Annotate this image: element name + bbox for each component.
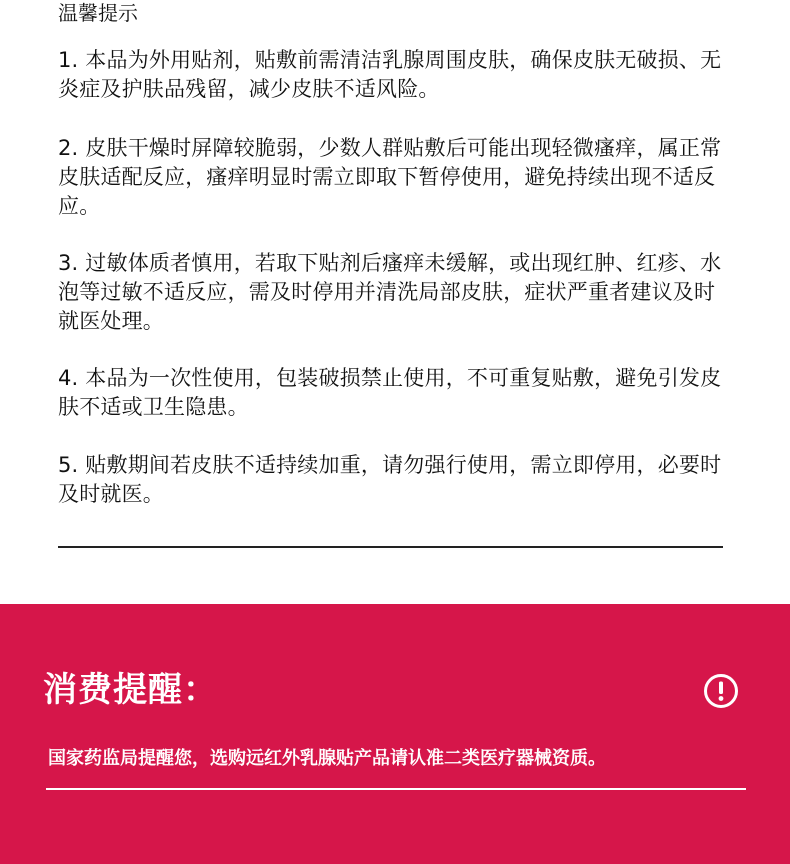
tip-item-1: 1. 本品为外用贴剂，贴敷前需清洁乳腺周围皮肤，确保皮肤无破损、无炎症及护肤品残留，减少皮肤不适风险。 bbox=[58, 48, 722, 101]
notice-title: 消费提醒： bbox=[43, 670, 218, 710]
exclamation-circle-icon bbox=[703, 673, 739, 709]
notice-divider bbox=[46, 788, 746, 790]
tip-item-4: 4. 本品为一次性使用，包装破损禁止使用，不可重复贴敷，避免引发皮肤不适或卫生隐患。 bbox=[58, 366, 722, 419]
tip-item-2: 2. 皮肤干燥时屏障较脆弱，少数人群贴敷后可能出现轻微瘙痒，属正常皮肤适配反应，瘙痒明显时需立即取下暂停使用，避免持续出现不适反应。 bbox=[58, 136, 722, 218]
section-divider bbox=[58, 546, 723, 548]
notice-text: 国家药监局提醒您，选购远红外乳腺贴产品请认准二类医疗器械资质。 bbox=[48, 748, 606, 769]
consumer-notice-banner bbox=[0, 604, 790, 864]
tip-item-5: 5. 贴敷期间若皮肤不适持续加重，请勿强行使用，需立即停用，必要时及时就医。 bbox=[58, 453, 722, 506]
tips-title: 温馨提示 bbox=[58, 1, 138, 25]
tip-item-3: 3. 过敏体质者慎用，若取下贴剂后瘙痒未缓解，或出现红肿、红疹、水泡等过敏不适反应，需及时停用并清洗局部皮肤，症状严重者建议及时就医处理。 bbox=[58, 251, 722, 333]
